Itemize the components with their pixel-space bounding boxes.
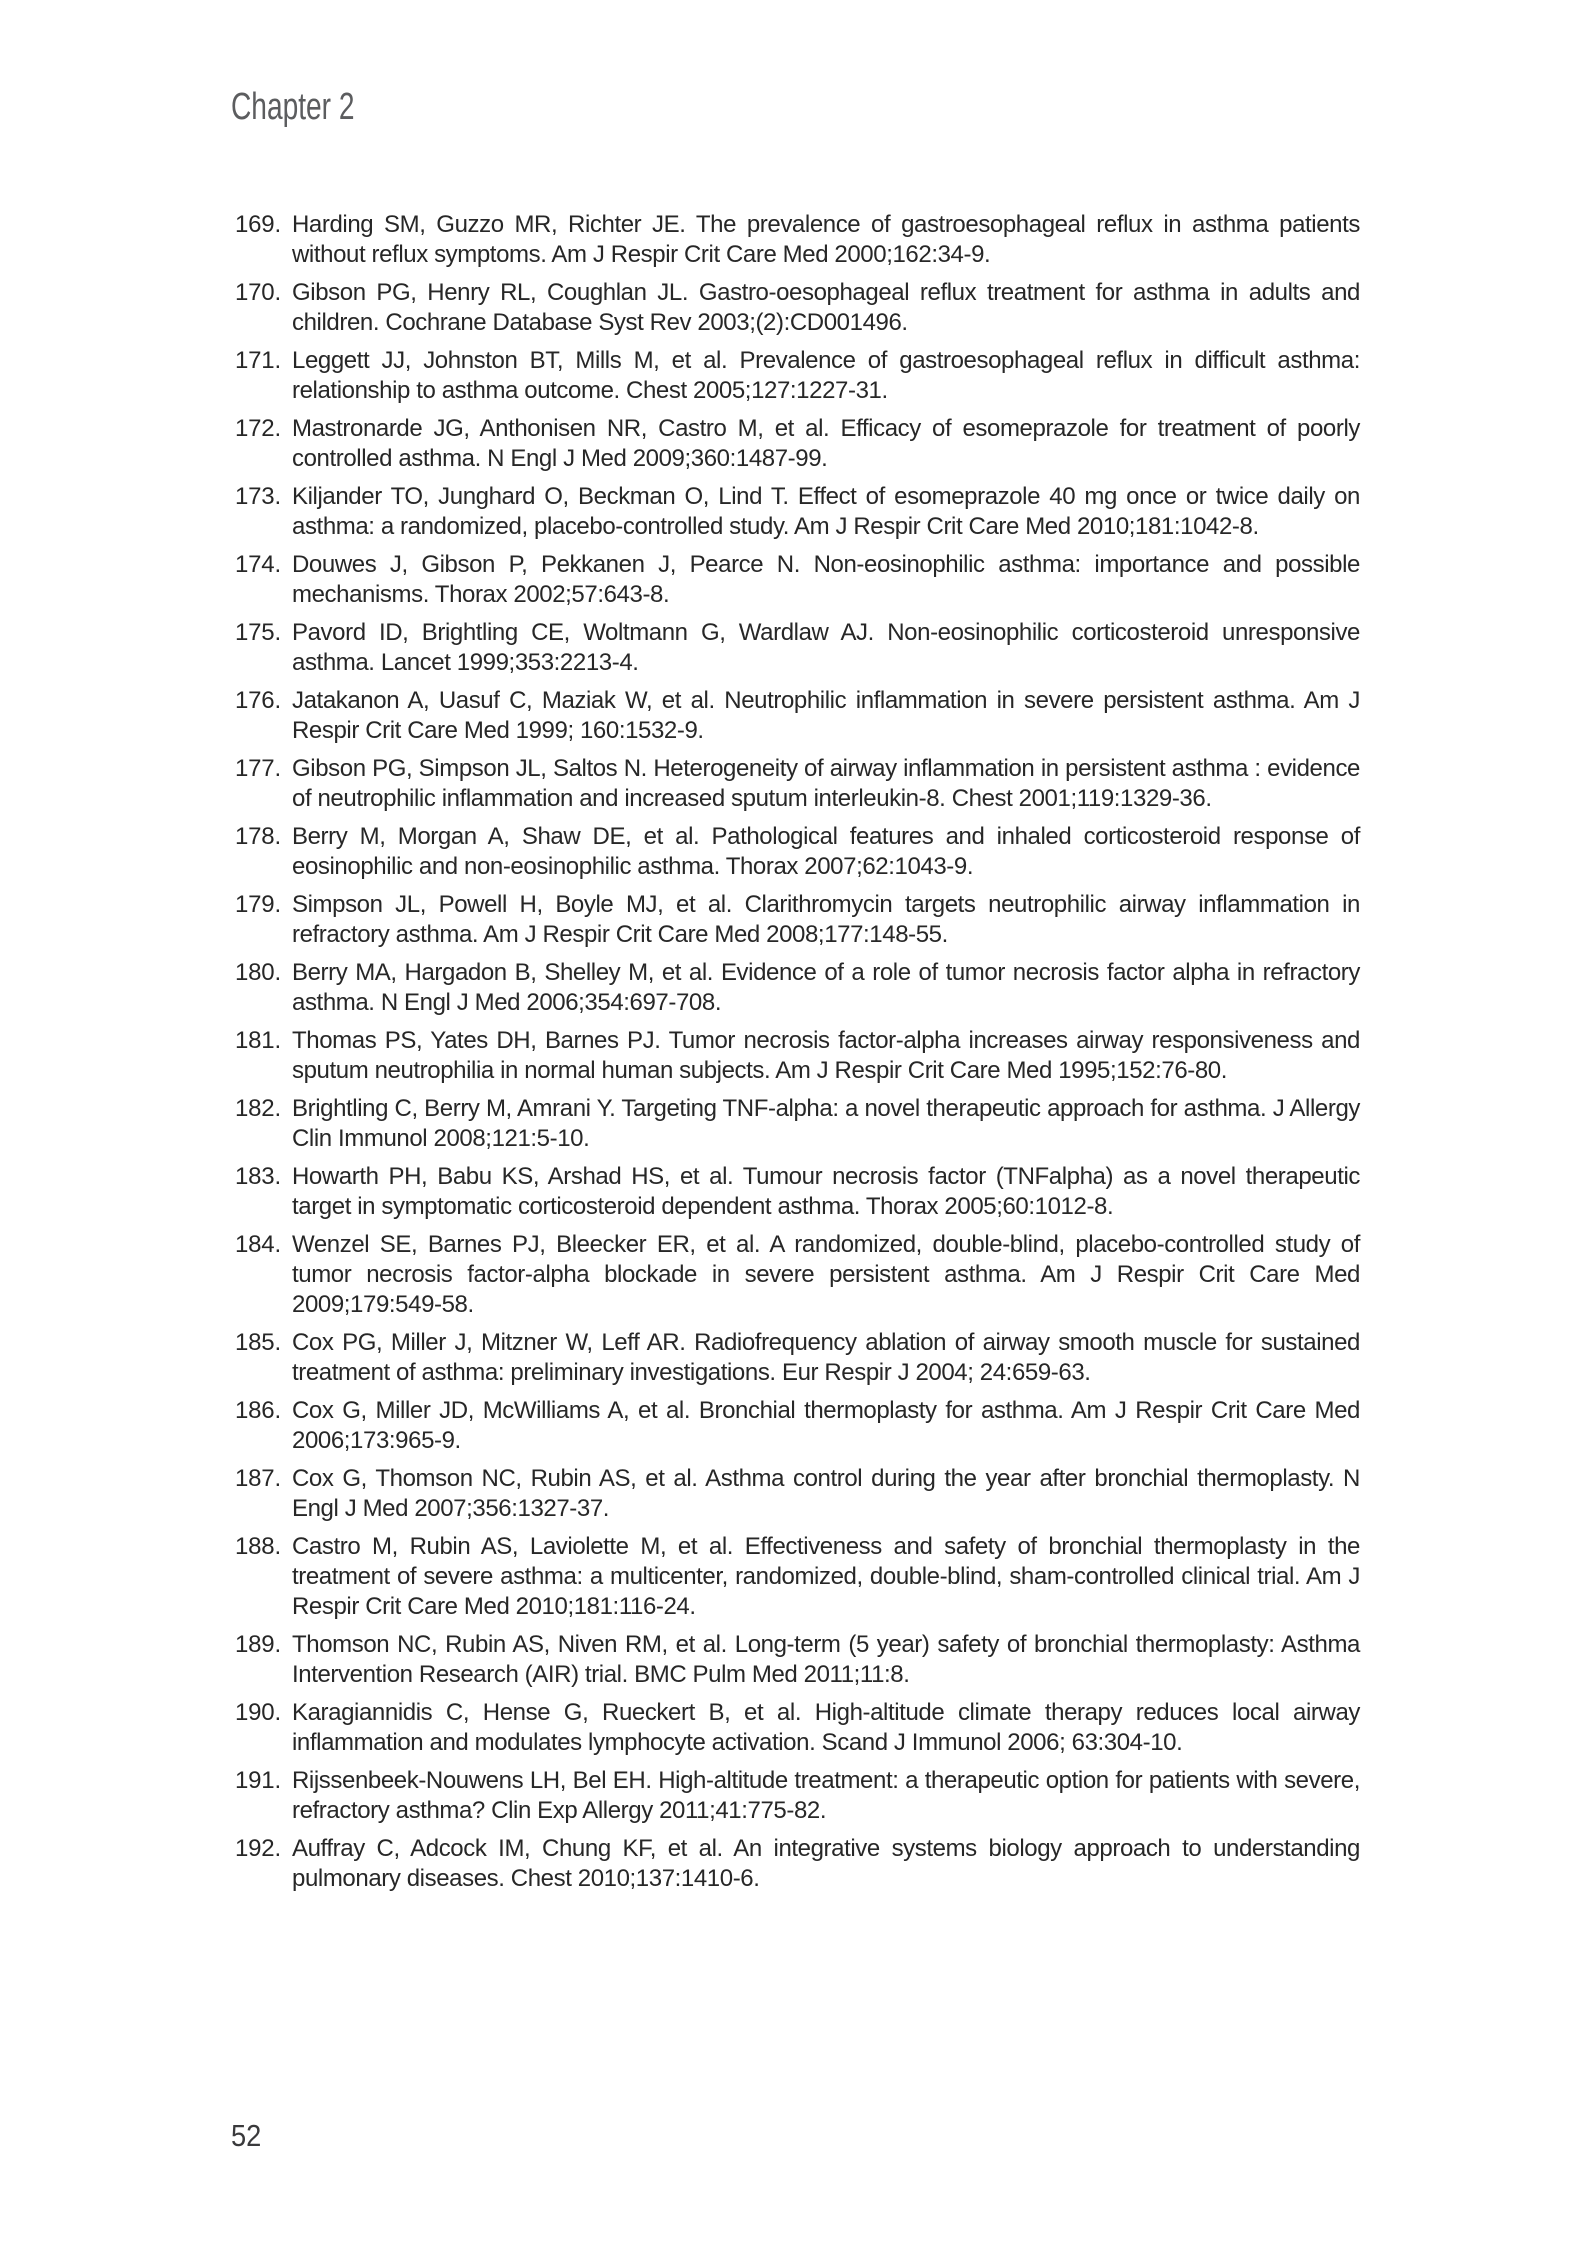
reference-number: 188. <box>235 1533 281 1560</box>
reference-number: 177. <box>235 755 281 782</box>
reference-item <box>235 1698 1360 1758</box>
page-number: 52 <box>231 2118 262 2153</box>
reference-number: 171. <box>235 347 281 374</box>
reference-item <box>235 346 1360 406</box>
reference-text: Simpson JL, Powell H, Boyle MJ, et al. Clarithromycin targets neutrophilic airway inflammation in refractory asthma. Am J Respir Crit Care Med 2008;177:148-55. <box>292 891 1360 948</box>
reference-item <box>235 1834 1360 1894</box>
reference-item <box>235 1026 1360 1086</box>
reference-number: 184. <box>235 1231 281 1258</box>
reference-number: 189. <box>235 1631 281 1658</box>
reference-item <box>235 1328 1360 1388</box>
reference-item <box>235 1230 1360 1320</box>
reference-text: Gibson PG, Henry RL, Coughlan JL. Gastro-oesophageal reflux treatment for asthma in adults and children. Cochrane Database Syst Rev 2003;(2):CD001496. <box>292 279 1360 336</box>
reference-item <box>235 278 1360 338</box>
reference-number: 190. <box>235 1699 281 1726</box>
reference-number: 192. <box>235 1835 281 1862</box>
reference-text: Thomson NC, Rubin AS, Niven RM, et al. Long-term (5 year) safety of bronchial thermoplasty: Asthma Intervention Research (AIR) trial. BMC Pulm Med 2011;11:8. <box>292 1631 1360 1688</box>
reference-item <box>235 1396 1360 1456</box>
reference-number: 182. <box>235 1095 281 1122</box>
reference-item <box>235 686 1360 746</box>
reference-text: Cox G, Thomson NC, Rubin AS, et al. Asthma control during the year after bronchial thermoplasty. N Engl J Med 2007;356:1327-37. <box>292 1465 1360 1522</box>
reference-item <box>235 1162 1360 1222</box>
reference-number: 187. <box>235 1465 281 1492</box>
reference-text: Cox PG, Miller J, Mitzner W, Leff AR. Radiofrequency ablation of airway smooth muscle for sustained treatment of asthma: preliminary investigations. Eur Respir J 2004; 24:659-63. <box>292 1329 1360 1386</box>
reference-text: Rijssenbeek-Nouwens LH, Bel EH. High-altitude treatment: a therapeutic option for patients with severe, refractory asthma? Clin Exp Allergy 2011;41:775-82. <box>292 1767 1360 1824</box>
reference-item <box>235 210 1360 270</box>
reference-number: 172. <box>235 415 281 442</box>
reference-item <box>235 1094 1360 1154</box>
reference-text: Auffray C, Adcock IM, Chung KF, et al. An integrative systems biology approach to understanding pulmonary diseases. Chest 2010;137:1410-6. <box>292 1835 1360 1892</box>
reference-item <box>235 414 1360 474</box>
reference-text: Harding SM, Guzzo MR, Richter JE. The prevalence of gastroesophageal reflux in asthma patients without reflux symptoms. Am J Respir Crit Care Med 2000;162:34-9. <box>292 211 1360 268</box>
reference-text: Brightling C, Berry M, Amrani Y. Targeting TNF-alpha: a novel therapeutic approach for asthma. J Allergy Clin Immunol 2008;121:5-10. <box>292 1095 1360 1152</box>
reference-text: Pavord ID, Brightling CE, Woltmann G, Wardlaw AJ. Non-eosinophilic corticosteroid unresponsive asthma. Lancet 1999;353:2213-4. <box>292 619 1360 676</box>
reference-item <box>235 618 1360 678</box>
reference-number: 179. <box>235 891 281 918</box>
reference-number: 175. <box>235 619 281 646</box>
reference-text: Cox G, Miller JD, McWilliams A, et al. Bronchial thermoplasty for asthma. Am J Respir Crit Care Med 2006;173:965-9. <box>292 1397 1360 1454</box>
reference-text: Thomas PS, Yates DH, Barnes PJ. Tumor necrosis factor-alpha increases airway responsiveness and sputum neutrophilia in normal human subjects. Am J Respir Crit Care Med 1995;152:76-80. <box>292 1027 1360 1084</box>
reference-number: 169. <box>235 211 281 238</box>
reference-item <box>235 1630 1360 1690</box>
reference-item <box>235 550 1360 610</box>
reference-number: 173. <box>235 483 281 510</box>
reference-number: 186. <box>235 1397 281 1424</box>
chapter-header: Chapter 2 <box>231 86 355 128</box>
reference-number: 185. <box>235 1329 281 1356</box>
reference-number: 191. <box>235 1767 281 1794</box>
reference-text: Karagiannidis C, Hense G, Rueckert B, et al. High-altitude climate therapy reduces local airway inflammation and modulates lymphocyte activation. Scand J Immunol 2006; 63:304-10. <box>292 1699 1360 1756</box>
reference-text: Jatakanon A, Uasuf C, Maziak W, et al. Neutrophilic inflammation in severe persistent asthma. Am J Respir Crit Care Med 1999; 160:1532-9. <box>292 687 1360 744</box>
reference-text: Howarth PH, Babu KS, Arshad HS, et al. Tumour necrosis factor (TNFalpha) as a novel therapeutic target in symptomatic corticosteroid dependent asthma. Thorax 2005;60:1012-8. <box>292 1163 1360 1220</box>
reference-item <box>235 482 1360 542</box>
reference-item <box>235 754 1360 814</box>
reference-number: 178. <box>235 823 281 850</box>
reference-number: 181. <box>235 1027 281 1054</box>
reference-text: Castro M, Rubin AS, Laviolette M, et al. Effectiveness and safety of bronchial thermoplasty in the treatment of severe asthma: a multicenter, randomized, double-blind, sham-controlled clinical trial. Am J Respir Crit Care Med 2010;181:116-24. <box>292 1533 1360 1620</box>
reference-item <box>235 1766 1360 1826</box>
reference-item <box>235 1532 1360 1622</box>
reference-text: Wenzel SE, Barnes PJ, Bleecker ER, et al. A randomized, double-blind, placebo-controlled study of tumor necrosis factor-alpha blockade in severe persistent asthma. Am J Respir Crit Care Med 2009;179:549-58. <box>292 1231 1360 1318</box>
reference-number: 170. <box>235 279 281 306</box>
reference-number: 183. <box>235 1163 281 1190</box>
reference-number: 176. <box>235 687 281 714</box>
reference-text: Leggett JJ, Johnston BT, Mills M, et al. Prevalence of gastroesophageal reflux in difficult asthma: relationship to asthma outcome. Chest 2005;127:1227-31. <box>292 347 1360 404</box>
reference-item <box>235 822 1360 882</box>
reference-number: 180. <box>235 959 281 986</box>
reference-text: Berry M, Morgan A, Shaw DE, et al. Pathological features and inhaled corticosteroid response of eosinophilic and non-eosinophilic asthma. Thorax 2007;62:1043-9. <box>292 823 1360 880</box>
reference-item <box>235 890 1360 950</box>
reference-text: Gibson PG, Simpson JL, Saltos N. Heterogeneity of airway inflammation in persistent asthma : evidence of neutrophilic inflammation and increased sputum interleukin-8. Chest 2001;119:1329-36. <box>292 755 1360 812</box>
reference-text: Berry MA, Hargadon B, Shelley M, et al. Evidence of a role of tumor necrosis factor alpha in refractory asthma. N Engl J Med 2006;354:697-708. <box>292 959 1360 1016</box>
reference-item <box>235 1464 1360 1524</box>
reference-text: Douwes J, Gibson P, Pekkanen J, Pearce N. Non-eosinophilic asthma: importance and possible mechanisms. Thorax 2002;57:643-8. <box>292 551 1360 608</box>
reference-text: Mastronarde JG, Anthonisen NR, Castro M, et al. Efficacy of esomeprazole for treatment of poorly controlled asthma. N Engl J Med 2009;360:1487-99. <box>292 415 1360 472</box>
reference-number: 174. <box>235 551 281 578</box>
reference-text: Kiljander TO, Junghard O, Beckman O, Lind T. Effect of esomeprazole 40 mg once or twice daily on asthma: a randomized, placebo-controlled study. Am J Respir Crit Care Med 2010;181:1042-8. <box>292 483 1360 540</box>
reference-list <box>235 210 1360 1902</box>
reference-item <box>235 958 1360 1018</box>
